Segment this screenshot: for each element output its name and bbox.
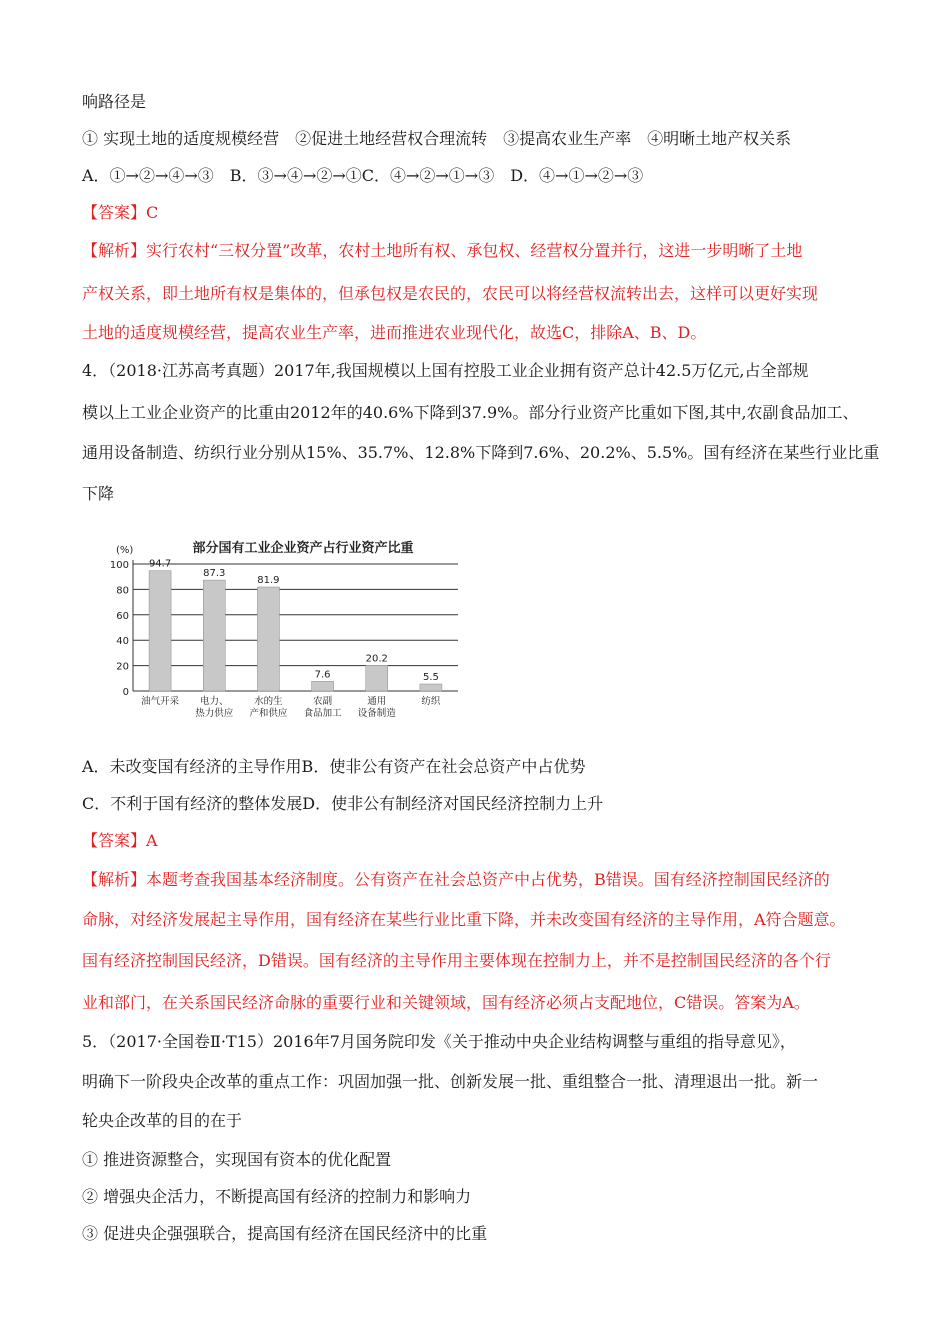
y-tick-label: 40 (116, 636, 129, 648)
q4-option-line: C．不利于国有经济的整体发展D．使非公有制经济对国民经济控制力上升 (82, 794, 604, 813)
bar-value-label: 81.9 (257, 574, 280, 586)
x-tick-label: 油气开采 (141, 696, 180, 707)
asset-share-chart (108, 528, 468, 728)
q4-stem-line: 4．（2018·江苏高考真题）2017年,我国规模以上国有控股工业企业拥有资产总计42.5万亿元,占全部规 (82, 361, 809, 380)
q3-stem-tail: 响路径是 (82, 92, 147, 111)
q5-stem-line: 轮央企改革的目的在于 (82, 1111, 243, 1130)
x-tick-label: 水的生 (254, 696, 283, 707)
y-tick-label: 20 (116, 661, 129, 673)
q4-stem-line: 通用设备制造、纺织行业分别从15%、35.7%、12.8%下降到7.6%、20.2%、5.5%。国有经济在某些行业比重 (82, 443, 880, 462)
q3-analysis-line: 产权关系，即土地所有权是集体的，但承包权是农民的，农民可以将经营权流转出去，这样可以更好实现 (82, 284, 819, 303)
x-tick-label: 电力、 (199, 696, 229, 707)
q3-analysis-line: 【解析】实行农村“三权分置”改革，农村土地所有权、承包权、经营权分置并行，这进一步明晰了土地 (82, 241, 803, 260)
x-tick-label: 通用 (367, 696, 387, 707)
x-tick-label: 纺织 (421, 696, 441, 707)
q3-options: A．①→②→④→③ B．③→④→②→①C．④→②→①→③ D．④→①→②→③ (82, 166, 644, 185)
q4-analysis-line: 业和部门，在关系国民经济命脉的重要行业和关键领域，国有经济必须占支配地位，C错误。答案为A。 (82, 993, 810, 1012)
bar-value-label: 7.6 (314, 669, 331, 681)
y-tick-label: 80 (116, 585, 129, 597)
bar (203, 580, 225, 691)
q3-analysis-line: 土地的适度规模经营，提高农业生产率，进而推进农业现代化，故选C，排除A、B、D。 (82, 323, 707, 342)
x-tick-label: 设备制造 (357, 708, 396, 719)
q4-analysis-line: 国有经济控制国民经济，D错误。国有经济的主导作用主要体现在控制力上，并不是控制国民经济的各个行 (82, 951, 831, 970)
chart-svg (108, 528, 468, 728)
x-tick-label: 农副 (313, 696, 333, 707)
y-tick-label: 100 (109, 560, 129, 571)
q4-stem-line: 模以上工业企业资产的比重由2012年的40.6%下降到37.9%。部分行业资产比重如下图,其中,农副食品加工、 (82, 403, 859, 422)
bar-value-label: 5.5 (422, 672, 439, 684)
chart-title: 部分国有工业企业资产占行业资产比重 (192, 541, 414, 556)
y-axis-unit: (%) (116, 545, 134, 556)
x-tick-label: 食品加工 (303, 708, 342, 719)
q4-analysis-line: 命脉，对经济发展起主导作用，国有经济在某些行业比重下降，并未改变国有经济的主导作用，A符合题意。 (82, 910, 846, 929)
q4-answer: 【答案】A (82, 831, 158, 850)
x-tick-label: 产和供应 (249, 708, 288, 719)
q3-answer: 【答案】C (82, 203, 159, 222)
q4-option-line: A．未改变国有经济的主导作用B．使非公有资产在社会总资产中占优势 (82, 757, 586, 776)
q5-stem-line: 明确下一阶段央企改革的重点工作：巩固加强一批、创新发展一批、重组整合一批、清理退出一批。新一 (82, 1072, 819, 1091)
bar-value-label: 87.3 (203, 568, 226, 580)
bar-value-label: 94.7 (148, 558, 172, 570)
y-tick-label: 0 (122, 687, 129, 698)
q5-item: ③ 促进央企强强联合，提高国有经济在国民经济中的比重 (82, 1224, 488, 1243)
bar (420, 684, 442, 691)
q5-item: ② 增强央企活力，不断提高国有经济的控制力和影响力 (82, 1187, 472, 1206)
q5-stem-line: 5．（2017·全国卷Ⅱ·T15）2016年7月国务院印发《关于推动中央企业结构调整与重组的指导意见》， (82, 1032, 796, 1051)
q4-analysis-line: 【解析】本题考查我国基本经济制度。公有资产在社会总资产中占优势，B错误。国有经济控制国民经济的 (82, 870, 830, 889)
bar (257, 587, 279, 691)
bar (149, 571, 171, 691)
y-tick-label: 60 (116, 610, 129, 622)
x-tick-label: 热力供应 (195, 708, 234, 719)
bar-value-label: 20.2 (365, 653, 388, 665)
bar (366, 665, 388, 691)
bar (312, 681, 334, 691)
q5-item: ① 推进资源整合，实现国有资本的优化配置 (82, 1150, 392, 1169)
q3-items: ① 实现土地的适度规模经营 ②促进土地经营权合理流转 ③提高农业生产率 ④明晰土地产权关系 (82, 129, 792, 148)
q4-stem-line: 下降 (82, 484, 115, 503)
